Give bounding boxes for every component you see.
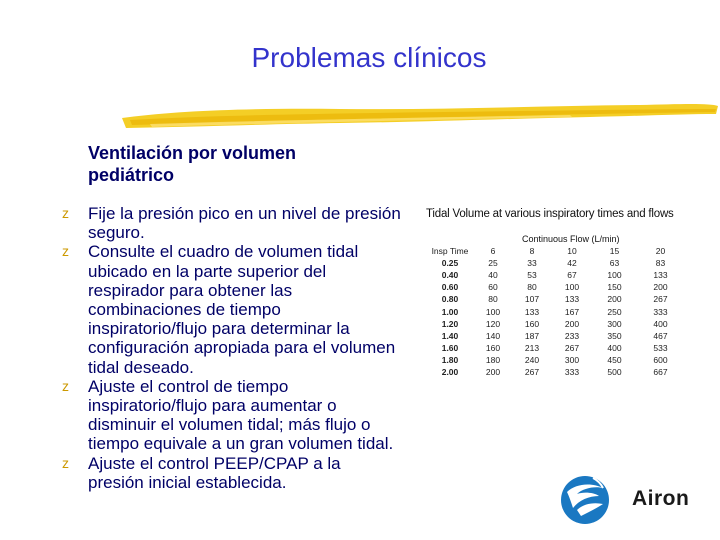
tidal-volume-cell: 450 (607, 354, 622, 365)
bullet-glyph-icon: z (62, 205, 69, 221)
table-group-header: Continuous Flow (L/min) (522, 234, 620, 244)
tidal-volume-cell: 200 (607, 294, 622, 305)
insp-time-cell: 0.60 (441, 282, 459, 293)
tidal-volume-cell: 25 (488, 258, 498, 269)
table-row (426, 305, 684, 317)
tidal-volume-cell: 80 (488, 294, 498, 305)
tidal-volume-cell: 300 (607, 318, 622, 329)
tidal-volume-cell: 83 (655, 258, 666, 269)
tidal-volume-cell: 500 (607, 366, 622, 377)
column-header: 20 (655, 246, 666, 257)
table-row (426, 330, 684, 342)
tidal-volume-cell: 53 (527, 270, 537, 281)
tidal-volume-cell: 333 (564, 366, 580, 377)
bullet-line: seguro. (88, 223, 145, 243)
insp-time-cell: 1.00 (441, 306, 459, 317)
tidal-volume-cell: 133 (524, 306, 540, 317)
tidal-volume-cell: 533 (653, 342, 668, 353)
tidal-volume-cell: 240 (524, 354, 540, 365)
tidal-volume-cell: 133 (653, 270, 668, 281)
bullet-line: Ajuste el control PEEP/CPAP a la (88, 453, 341, 473)
slide-title: Problemas clínicos (251, 42, 487, 73)
insp-time-cell: 0.80 (441, 294, 459, 305)
tidal-volume-cell: 100 (607, 270, 622, 281)
subtitle-line: pediátrico (88, 165, 175, 185)
bullet-line: tidal deseado. (88, 357, 194, 377)
bullet-glyph-icon: z (62, 243, 69, 260)
tidal-volume-cell: 600 (653, 354, 668, 365)
yellow-brush-stroke-divider (120, 100, 720, 132)
bullet-line: inspiratorio/flujo para determinar la (88, 319, 350, 339)
tidal-volume-cell: 167 (564, 306, 580, 317)
tidal-volume-cell: 267 (524, 366, 540, 377)
tidal-volume-cell: 133 (564, 294, 580, 305)
bullet-list (60, 204, 430, 492)
insp-time-cell: 2.00 (441, 366, 459, 377)
table-row (426, 293, 684, 305)
tidal-volume-cell: 250 (607, 306, 622, 317)
tidal-volume-cell: 400 (653, 318, 668, 329)
insp-time-cell: 1.80 (441, 354, 459, 365)
tidal-volume-cell: 150 (607, 282, 622, 293)
insp-time-cell: 0.40 (441, 270, 459, 281)
bullet-line: Fije la presión pico en un nivel de presión (88, 204, 401, 223)
bullet-line: inspiratorio/flujo para aumentar o (88, 396, 337, 416)
subtitle-line: Ventilación por volumen (88, 143, 297, 163)
tidal-volume-cell: 267 (564, 342, 580, 353)
tidal-volume-cell: 200 (485, 366, 501, 377)
tidal-volume-cell: 267 (653, 294, 668, 305)
tidal-volume-cell: 233 (564, 330, 580, 341)
bullet-line: presión inicial establecida. (88, 472, 287, 492)
bullet-line: disminuir el volumen tidal; más flujo o (88, 415, 371, 435)
bullet-item (60, 204, 430, 242)
column-header: 6 (490, 246, 496, 257)
table-row (426, 257, 684, 269)
table-row (426, 281, 684, 293)
column-header: 10 (567, 246, 577, 257)
tidal-volume-cell: 400 (607, 342, 622, 353)
column-header: 15 (609, 246, 620, 257)
tidal-volume-cell: 300 (564, 354, 580, 365)
insp-time-cell: 0.25 (441, 258, 459, 269)
table-row (426, 366, 684, 378)
tidal-volume-cell: 100 (564, 282, 580, 293)
tidal-volume-cell: 160 (485, 342, 501, 353)
tidal-volume-cell: 40 (488, 270, 498, 281)
tidal-volume-cell: 200 (653, 282, 668, 293)
column-header: Insp Time (431, 246, 469, 257)
bullet-line: respirador para obtener las (88, 280, 293, 300)
tidal-volume-cell: 140 (485, 330, 501, 341)
tidal-volume-cell: 467 (653, 330, 668, 341)
tidal-volume-cell: 213 (524, 342, 540, 353)
tidal-volume-cell: 80 (527, 282, 537, 293)
tidal-volume-cell: 200 (564, 318, 580, 329)
bullet-line: combinaciones de tiempo (88, 300, 281, 320)
bullet-item (60, 454, 430, 492)
tidal-volume-cell: 160 (524, 318, 540, 329)
tidal-volume-cell: 67 (567, 270, 577, 281)
bullet-line: tiempo equivale a un gran volumen tidal. (88, 434, 394, 454)
slide-subtitle (88, 142, 296, 186)
tidal-volume-cell: 120 (485, 318, 501, 329)
tidal-volume-cell: 350 (607, 330, 622, 341)
tidal-volume-cell: 107 (524, 294, 540, 305)
tidal-volume-table (426, 245, 684, 378)
tidal-volume-cell: 60 (488, 282, 498, 293)
tidal-volume-cell: 33 (527, 258, 537, 269)
insp-time-cell: 1.60 (441, 342, 459, 353)
tidal-volume-cell: 42 (567, 258, 577, 269)
tidal-volume-cell: 100 (485, 306, 501, 317)
bullet-line: Consulte el cuadro de volumen tidal (88, 242, 359, 262)
bullet-item (60, 377, 430, 454)
insp-time-cell: 1.20 (441, 318, 459, 329)
table-header-row (426, 245, 684, 257)
table-row (426, 269, 684, 281)
tidal-volume-cell: 180 (485, 354, 501, 365)
airon-logo-text: Airon (632, 487, 690, 510)
tidal-volume-cell: 333 (653, 306, 668, 317)
table-row (426, 342, 684, 354)
tidal-volume-cell: 667 (653, 366, 668, 377)
bullet-line: configuración apropiada para el volumen (88, 338, 396, 358)
table-row (426, 318, 684, 330)
table-title: Tidal Volume at various inspiratory times and flows (426, 208, 674, 220)
bullet-glyph-icon: z (62, 454, 69, 471)
bullet-line: Ajuste el control de tiempo (88, 376, 289, 396)
bullet-line: ubicado en la parte superior del (88, 261, 327, 281)
tidal-volume-cell: 187 (524, 330, 540, 341)
bullet-glyph-icon: z (62, 377, 69, 394)
column-header: 8 (529, 246, 535, 257)
insp-time-cell: 1.40 (441, 330, 459, 341)
tidal-volume-cell: 63 (609, 258, 620, 269)
bullet-item (60, 242, 430, 376)
table-row (426, 354, 684, 366)
